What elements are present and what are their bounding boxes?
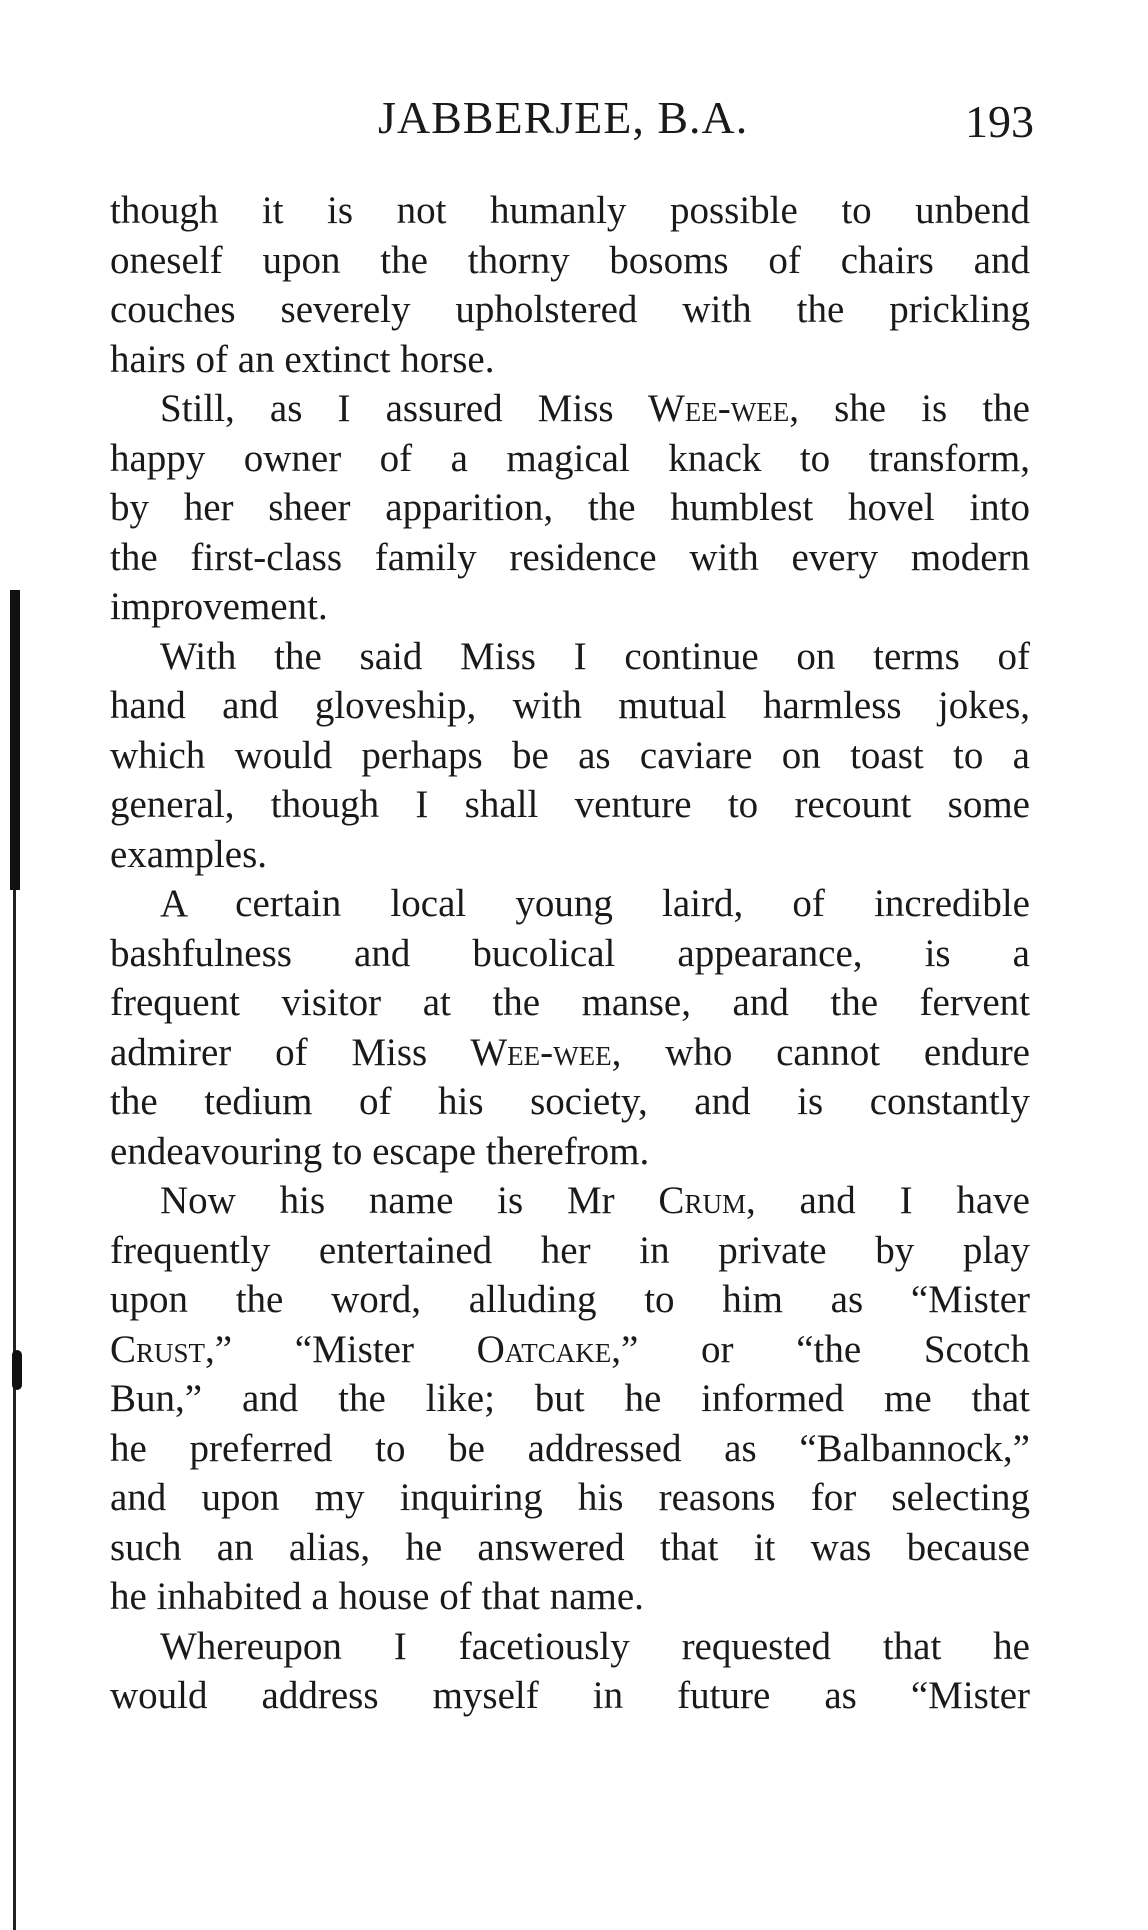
text-line: which would perhaps be as caviare on toast to a — [110, 733, 1030, 777]
text-line: admirer of Miss Wee-wee, who cannot endure — [110, 1030, 1030, 1074]
text-line: such an alias, he answered that it was because — [110, 1525, 1030, 1569]
running-head — [0, 88, 1148, 148]
text-line: would address myself in future as “Mister — [110, 1674, 1030, 1717]
text-line: endeavouring to escape therefrom. — [110, 1129, 650, 1173]
paragraph — [110, 632, 1030, 880]
paragraph — [110, 384, 1030, 632]
text-line: the first-class family residence with every modern — [110, 535, 1030, 579]
text-line: frequently entertained her in private by play — [110, 1228, 1030, 1272]
text-line: frequent visitor at the manse, and the fervent — [110, 981, 1030, 1024]
text-line: hairs of an extinct horse. — [110, 337, 495, 381]
paragraph — [110, 186, 1030, 384]
binding-edge-shadow — [10, 590, 22, 1930]
text-line: upon the word, alluding to him as “Mister — [110, 1278, 1030, 1321]
text-line: Whereupon I facetiously requested that he — [160, 1624, 1030, 1668]
text-line: and upon my inquiring his reasons for selecting — [110, 1476, 1030, 1519]
paragraph — [110, 1176, 1030, 1622]
text-line: he inhabited a house of that name. — [110, 1575, 644, 1618]
paragraph — [110, 1622, 1030, 1721]
text-line: the tedium of his society, and is constantly — [110, 1080, 1030, 1123]
text-line: by her sheer apparition, the humblest hovel into — [110, 486, 1030, 529]
text-line: oneself upon the thorny bosoms of chairs and — [110, 238, 1030, 282]
text-line: A certain local young laird, of incredible — [160, 882, 1030, 925]
text-line: Now his name is Mr Crum, and I have — [160, 1179, 1030, 1222]
text-line: happy owner of a magical knack to transform, — [110, 436, 1030, 480]
text-line: couches severely upholstered with the prickling — [110, 288, 1030, 331]
text-line: though it is not humanly possible to unbend — [110, 189, 1030, 232]
body-text — [110, 186, 1030, 1721]
text-line: hand and gloveship, with mutual harmless jokes, — [110, 684, 1030, 727]
binding-edge-notch — [12, 1350, 22, 1390]
text-line: examples. — [110, 832, 268, 876]
text-line: general, though I shall venture to recount some — [110, 783, 1030, 826]
paragraph — [110, 879, 1030, 1176]
text-line: Bun,” and the like; but he informed me that — [110, 1377, 1030, 1420]
page-number: 193 — [965, 96, 1034, 147]
text-line: improvement. — [110, 585, 328, 628]
text-line: he preferred to be addressed as “Balbannock,” — [110, 1426, 1030, 1470]
text-line: bashfulness and bucolical appearance, is a — [110, 931, 1030, 975]
text-line: Still, as I assured Miss Wee-wee, she is the — [160, 387, 1030, 430]
binding-edge-thick — [10, 590, 20, 890]
running-title: JABBERJEE, B.A. — [378, 92, 749, 143]
binding-edge-thin — [13, 890, 16, 1930]
text-line: Crust,” “Mister Oatcake,” or “the Scotch — [110, 1327, 1030, 1371]
text-line: With the said Miss I continue on terms of — [160, 634, 1030, 678]
